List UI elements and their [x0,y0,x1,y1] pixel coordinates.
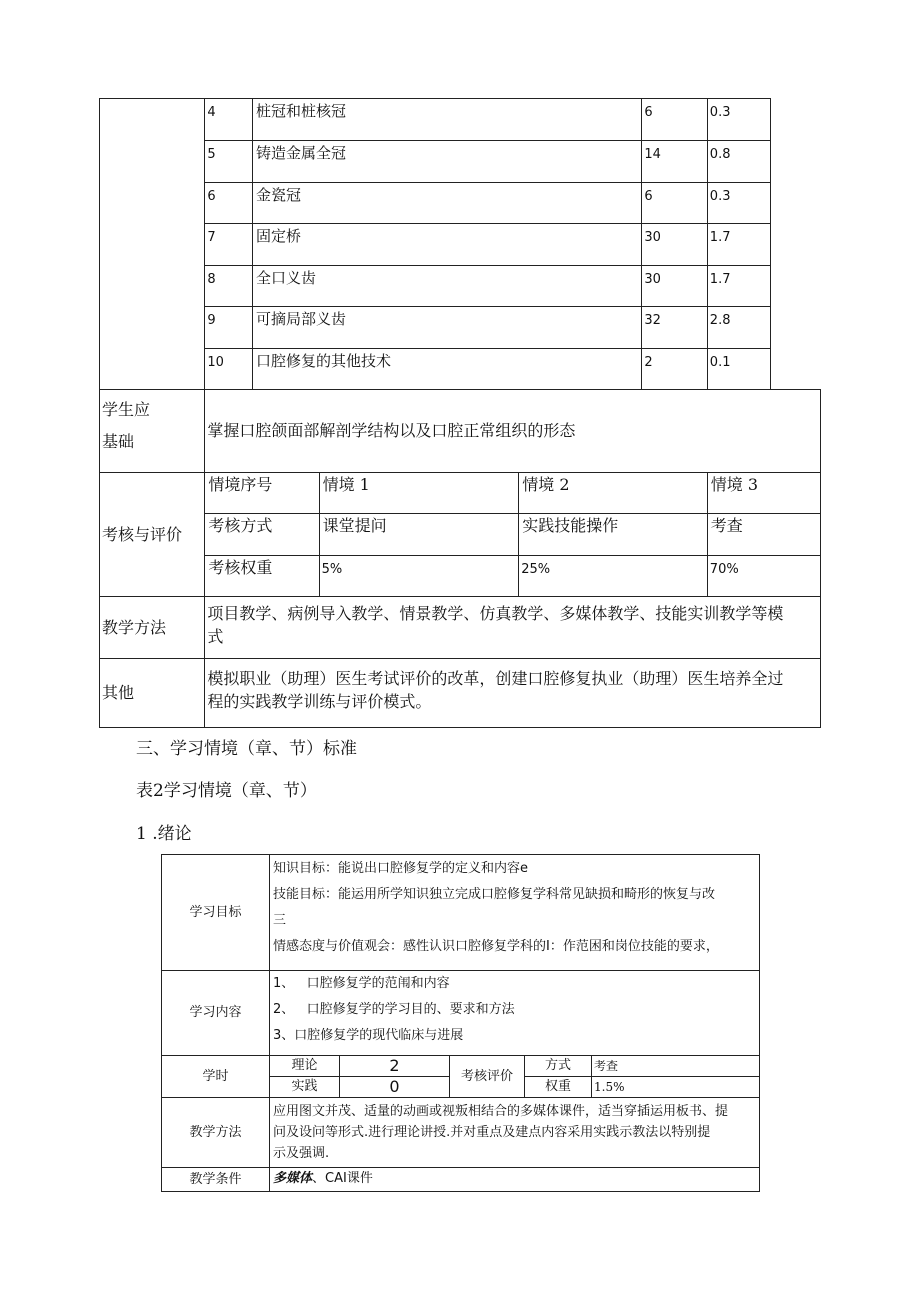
method-label: 方式 [525,1056,592,1077]
unit-weight: 1.7 [707,224,770,266]
unit-name: 固定桥 [253,224,642,266]
unit-id: 10 [205,349,253,390]
table-row [100,224,821,266]
conditions-value [270,1168,760,1192]
foundation-label-line: 基础 [102,432,135,451]
attitude-goal: 情感态度与价值观会：感性认识口腔修复学科的I：作范困和岗位技能的要求， [273,939,719,954]
weight-label: 权重 [525,1077,592,1098]
unit-weight: 0.8 [707,141,770,183]
empty-label-cell [100,99,205,390]
unit-id: 4 [205,99,253,141]
unit-id: 7 [205,224,253,266]
unit-weight: 1.7 [707,266,770,307]
unit-name: 金瓷冠 [253,183,642,224]
conditions-cai: 、CAI课件 [312,1171,373,1186]
assessment-method: 课堂提问 [319,514,519,556]
table-row [100,99,821,141]
unit-id: 6 [205,183,253,224]
practice-label: 实践 [270,1077,340,1098]
hours-label: 学时 [162,1056,270,1098]
other-label: 其他 [100,659,205,728]
unit-id: 5 [205,141,253,183]
assessment-weight: 5% [319,556,519,597]
other-line: 模拟职业（助理）医生考试评价的改革，创建口腔修复执业（助理）医生培养全过 [207,669,784,688]
assessment-method-header: 考核方式 [205,514,319,556]
foundation-text: 掌握口腔颌面部解剖学结构以及口腔正常组织的形态 [205,390,821,473]
table-row [100,141,821,183]
goals-content [270,855,760,971]
learning-situation-table [161,854,760,1192]
other-line: 程的实践教学训练与评价模式。 [207,692,432,711]
skill-goal-cont: 三 [273,913,287,928]
assessment-row [100,556,821,597]
content-item: 3、口腔修复学的现代临床与进展 [273,1028,464,1043]
teaching-method-text [205,597,821,659]
other-text [205,659,821,728]
unit-hours: 6 [642,183,707,224]
conditions-row [162,1168,760,1192]
method-row [162,1098,760,1168]
foundation-label-line: 学生应 [102,400,151,419]
unit-name: 可摘局部义齿 [253,307,642,349]
skill-goal: 技能目标：能运用所学知识独立完成口腔修复学科常见缺损和畸形的恢复与改 [273,887,716,902]
foundation-row [100,390,821,473]
content-label: 学习内容 [162,971,270,1056]
eval-label: 考核评价 [450,1056,525,1098]
unit-id: 8 [205,266,253,307]
content-row [162,971,760,1056]
theory-value: 2 [340,1056,450,1077]
teaching-method-line: 问及设问等形式.进行理论讲授.并对重点及建点内容采用实践示教法以特别提 [273,1125,711,1140]
teaching-method-line: 应用图文并茂、适量的动画或视叛相结合的多媒体课件，适当穿插运用板书、提 [273,1104,729,1119]
assessment-method: 实践技能操作 [519,514,708,556]
content-list [270,971,760,1056]
knowledge-goal: 知识目标：能说出口腔修复学的定义和内容e [273,861,528,876]
table-row [100,349,821,390]
teaching-method-text [270,1098,760,1168]
table-caption: 表2学习情境（章、节） [136,781,317,801]
assessment-weight-header: 考核权重 [205,556,319,597]
conditions-multimedia: 多媒体 [273,1171,313,1186]
unit-id: 9 [205,307,253,349]
unit-hours: 2 [642,349,707,390]
content-item: 2、 口腔修复学的学习目的、要求和方法 [273,1002,515,1017]
hours-row [162,1056,760,1077]
situation-label: 情境 3 [707,473,820,514]
assessment-weight: 70% [707,556,820,597]
goals-label: 学习目标 [162,855,270,971]
assessment-row [100,473,821,514]
unit-weight: 0.3 [707,99,770,141]
unit-name: 铸造金属全冠 [253,141,642,183]
unit-name: 桩冠和桩核冠 [253,99,642,141]
other-row [100,659,821,728]
unit-weight: 0.3 [707,183,770,224]
section-heading: 三、学习情境（章、节）标准 [136,739,357,759]
unit-weight: 2.8 [707,307,770,349]
assessment-seq-header: 情境序号 [205,473,319,514]
teaching-method-line: 示及强调. [273,1146,330,1161]
unit-name: 全口义齿 [253,266,642,307]
unit-hours: 30 [642,266,707,307]
practice-value: 0 [340,1077,450,1098]
situation-label: 情境 1 [319,473,519,514]
unit-weight: 0.1 [707,349,770,390]
table-row [100,266,821,307]
teaching-method-line: 项目教学、病例导入教学、情景教学、仿真教学、多媒体教学、技能实训教学等模 [207,604,784,623]
teaching-method-label: 教学方法 [162,1098,270,1168]
teaching-method-label: 教学方法 [100,597,205,659]
goals-row [162,855,760,971]
unit-hours: 32 [642,307,707,349]
unit-name: 口腔修复的其他技术 [253,349,642,390]
teaching-method-line: 式 [207,627,224,646]
unit-hours: 6 [642,99,707,141]
assessment-weight: 25% [519,556,708,597]
situation-label: 情境 2 [519,473,708,514]
conditions-label: 教学条件 [162,1168,270,1192]
foundation-label [100,390,205,473]
content-item: 1、 口腔修复学的范闱和内容 [273,976,450,991]
chapter-title: 1 .绪论 [136,824,192,844]
course-content-table [99,98,821,728]
teaching-method-row [100,597,821,659]
unit-hours: 30 [642,224,707,266]
unit-hours: 14 [642,141,707,183]
method-value: 考查 [592,1056,760,1077]
assessment-label: 考核与评价 [100,473,205,597]
theory-label: 理论 [270,1056,340,1077]
table-row [100,307,821,349]
assessment-row [100,514,821,556]
table-row [100,183,821,224]
weight-value: 1.5% [592,1077,760,1098]
assessment-method: 考查 [707,514,820,556]
